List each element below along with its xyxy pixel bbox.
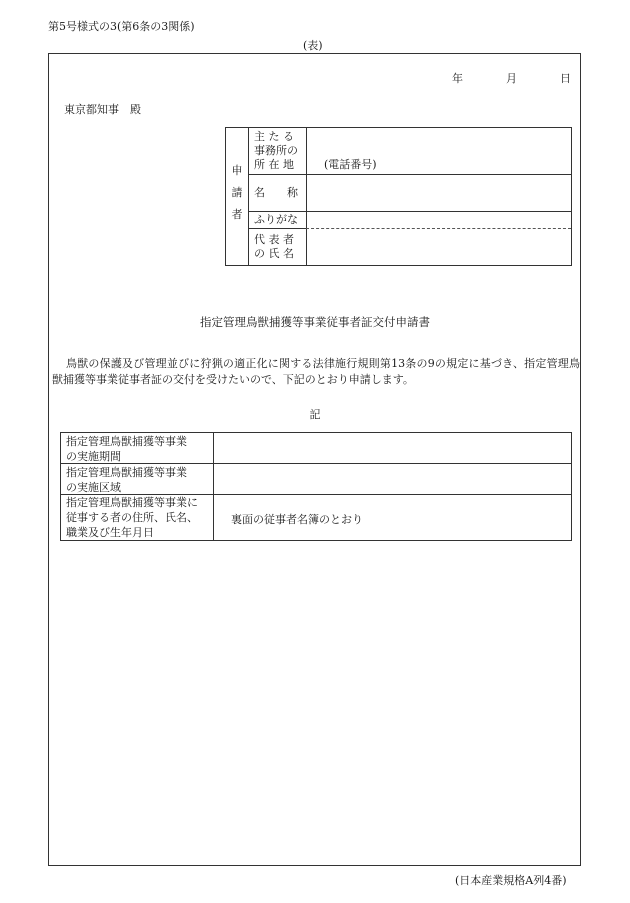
furigana-label: ふりがな [254,213,298,226]
phone-label: (電話番号) [324,158,377,171]
address-label: 主 た る 事務所の 所 在 地 [254,130,298,171]
representative-label: 代 表 者 の 氏 名 [254,233,294,260]
vertical-char: 申 [231,164,243,177]
side-indicator: (表) [303,39,323,52]
workers-value: 裏面の従事者名簿のとおり [231,513,363,526]
ki-marker: 記 [309,408,321,421]
vertical-char: 請 [231,186,243,199]
date-year: 年 [452,72,463,85]
date-month: 月 [506,72,517,85]
form-number: 第5号様式の3(第6条の3関係) [48,20,195,33]
addressee: 東京都知事 殿 [64,103,141,116]
vertical-char: 者 [231,208,243,221]
date-day: 日 [560,72,571,85]
date-line [452,70,571,86]
paper-size-note: (日本産業規格A列4番) [455,874,567,887]
area-label: 指定管理鳥獣捕獲等事業 の実施区域 [66,466,187,494]
workers-label: 指定管理鳥獣捕獲等事業に 従事する者の住所、氏名、 職業及び生年月日 [66,496,198,539]
application-statement: 鳥獣の保護及び管理並びに狩猟の適正化に関する法律施行規則第13条の9の規定に基づき、指定管理鳥獣捕獲等事業従事者証の交付を受けたいので、下記のとおり申請します。 [52,357,580,386]
applicant-vertical-label [228,160,246,226]
details-table [60,432,572,541]
period-label: 指定管理鳥獣捕獲等事業 の実施期間 [66,435,187,463]
name-label: 名 称 [254,186,298,199]
applicant-table [225,127,572,266]
document-title: 指定管理鳥獣捕獲等事業従事者証交付申請書 [200,315,430,329]
